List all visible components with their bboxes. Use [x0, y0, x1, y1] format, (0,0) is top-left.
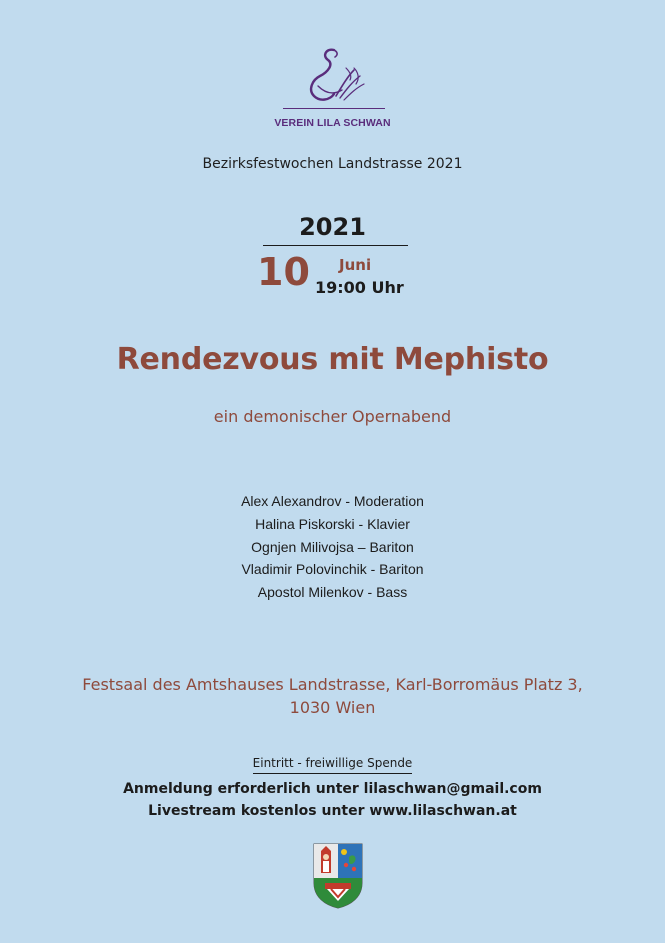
festival-name: Bezirksfestwochen Landstrasse 2021: [202, 156, 463, 172]
performer-item: Ognjen Milivojsa – Bariton: [251, 538, 414, 555]
venue-address: [0, 673, 665, 719]
performer-item: Alex Alexandrov - Moderation: [241, 493, 424, 509]
event-month: Juni: [339, 256, 372, 274]
signup-email: Anmeldung erforderlich unter lilaschwan@gmail.com: [123, 781, 542, 797]
performer-item: Halina Piskorski - Klavier: [255, 515, 410, 532]
event-subtitle: ein demonischer Opernabend: [213, 407, 452, 426]
event-time: 19:00 Uhr: [315, 278, 404, 297]
entry-fee: Eintritt - freiwillige Spende: [253, 756, 413, 774]
district-coat-of-arms-icon: [313, 843, 363, 909]
performer-list: [0, 490, 665, 604]
signup-info: [0, 778, 665, 822]
performer-item: Apostol Milenkov - Bass: [257, 584, 408, 601]
organization-name: VEREIN LILA SCHWAN: [274, 117, 391, 129]
event-day: 10: [257, 250, 310, 294]
performer-item: Vladimir Polovinchik - Bariton: [241, 561, 424, 578]
swan-icon: [298, 46, 368, 106]
event-title: Rendezvous mit Mephisto: [116, 342, 549, 377]
date-divider: [263, 245, 408, 246]
logo-divider: [283, 108, 385, 109]
livestream-link: Livestream kostenlos unter www.lilaschwan.at: [148, 803, 517, 819]
event-year: 2021: [299, 213, 366, 241]
venue-line-2: 1030 Wien: [289, 698, 376, 717]
entry-info: [0, 752, 665, 774]
venue-line-1: Festsaal des Amtshauses Landstrasse, Karl-Borromäus Platz 3,: [82, 675, 583, 694]
